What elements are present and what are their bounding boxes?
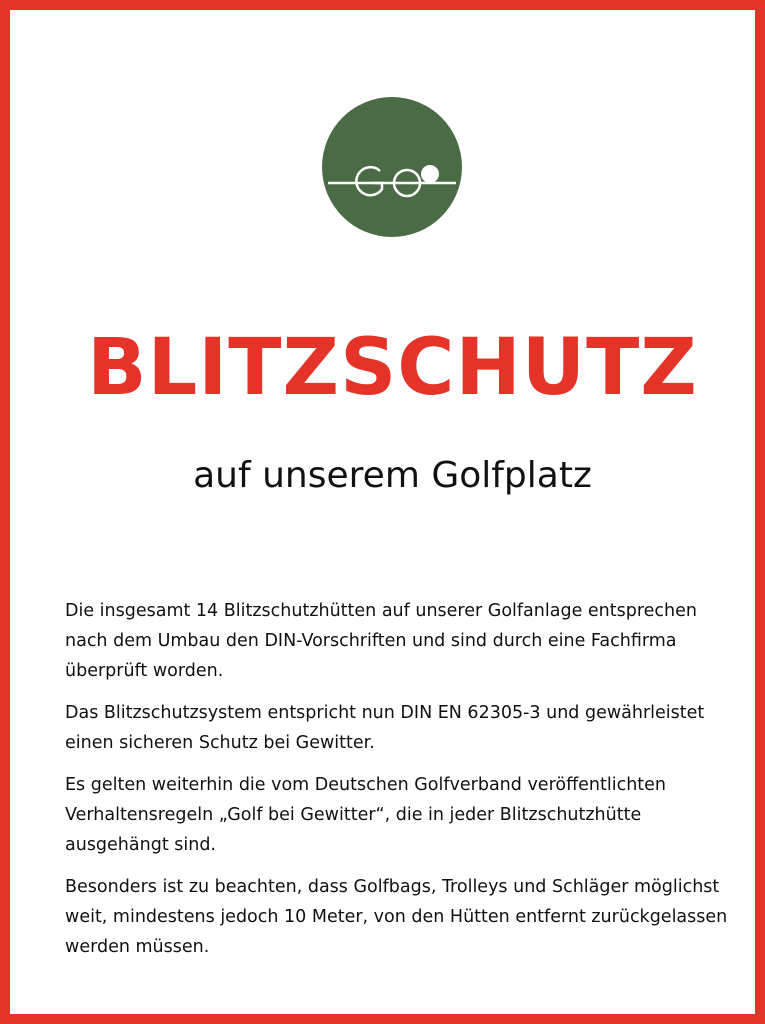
body-paragraph: Die insgesamt 14 Blitzschutzhütten auf unserer Golfanlage entsprechen nach dem Umbau den DIN-Vorschriften und sind durch eine Fachfirma überprüft worden.	[65, 601, 697, 681]
body-paragraph: Besonders ist zu beachten, dass Golfbags, Trolleys und Schläger möglichst weit, mindestens jedoch 10 Meter, von den Hütten entfernt zurückgelassen werden müssen.	[65, 877, 728, 957]
poster-subtitle: auf unserem Golfplatz	[193, 455, 592, 496]
poster-body	[65, 596, 730, 974]
body-paragraph: Das Blitzschutzsystem entspricht nun DIN EN 62305-3 und gewährleistet einen sicheren Schutz bei Gewitter.	[65, 703, 705, 753]
body-paragraph: Es gelten weiterhin die vom Deutschen Golfverband veröffentlichten Verhaltensregeln „Golf bei Gewitter“, die in jeder Blitzschutzhütte ausgehängt sind.	[65, 775, 667, 855]
golf-club-logo-icon	[322, 97, 462, 237]
poster-title: BLITZSCHUTZ	[87, 323, 698, 413]
